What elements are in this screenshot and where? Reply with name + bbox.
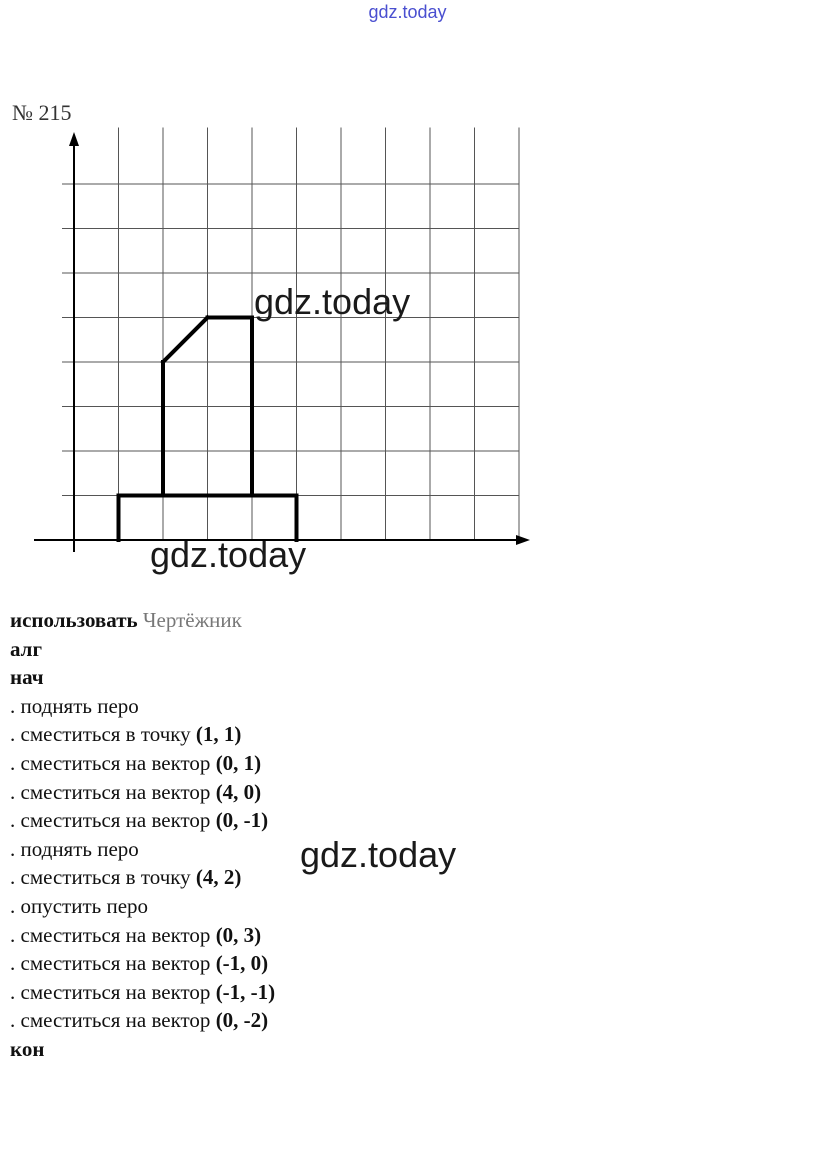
grid-lines (0, 120, 519, 540)
code-line (10, 692, 275, 721)
code-keyword: кон (10, 1036, 45, 1061)
drawing-grid-figure (0, 120, 560, 560)
watermark: gdz.today (150, 534, 307, 575)
code-text: . сместиться на вектор (10, 779, 216, 804)
code-text: . сместиться на вектор (10, 750, 216, 775)
code-line (10, 1006, 275, 1035)
code-line (10, 720, 275, 749)
code-line (10, 863, 275, 892)
code-line (10, 606, 275, 635)
task-number: № 215 (12, 100, 72, 125)
code-text: . сместиться на вектор (10, 922, 216, 947)
code-text: . сместиться на вектор (10, 951, 216, 976)
site-header[interactable]: gdz.today (368, 2, 447, 22)
code-text: . сместиться на вектор (10, 979, 216, 1004)
code-line (10, 892, 275, 921)
code-argument: (0, 1) (215, 750, 262, 775)
y-axis-arrow (69, 132, 79, 146)
code-argument: (0, 3) (215, 922, 262, 947)
code-line (10, 663, 275, 692)
code-line (10, 978, 275, 1007)
code-argument: (0, -2) (215, 1008, 269, 1033)
code-text: . поднять перо (10, 693, 139, 718)
code-line (10, 806, 275, 835)
code-text: . сместиться на вектор (10, 808, 216, 833)
code-line (10, 1035, 275, 1064)
algorithm-listing (10, 606, 275, 1064)
code-text: . опустить перо (10, 893, 149, 918)
code-argument: (-1, 0) (215, 951, 269, 976)
coordinate-axes (34, 132, 530, 552)
watermark: gdz.today (254, 281, 411, 322)
code-line (10, 749, 275, 778)
code-keyword: нач (10, 665, 44, 690)
code-line (10, 921, 275, 950)
grid-spacer (0, 120, 52, 184)
code-argument: (4, 0) (215, 779, 262, 804)
pen-segment (163, 318, 208, 363)
code-text: . сместиться на вектор (10, 1008, 216, 1033)
code-keyword: использовать (10, 608, 138, 632)
code-argument: (1, 1) (195, 722, 242, 747)
code-line (10, 635, 275, 664)
code-argument: (4, 2) (195, 865, 242, 890)
code-line (10, 835, 275, 864)
x-axis-arrow (516, 535, 530, 545)
code-argument: (0, -1) (215, 808, 269, 833)
code-text: . сместиться в точку (10, 865, 196, 890)
code-text: . сместиться в точку (10, 722, 196, 747)
code-keyword: алг (10, 636, 43, 661)
code-line (10, 778, 275, 807)
code-text: . поднять перо (10, 836, 139, 861)
code-line (10, 949, 275, 978)
code-argument: (-1, -1) (215, 979, 276, 1004)
code-text: Чертёжник (142, 608, 242, 632)
watermark: gdz.today (300, 834, 457, 875)
